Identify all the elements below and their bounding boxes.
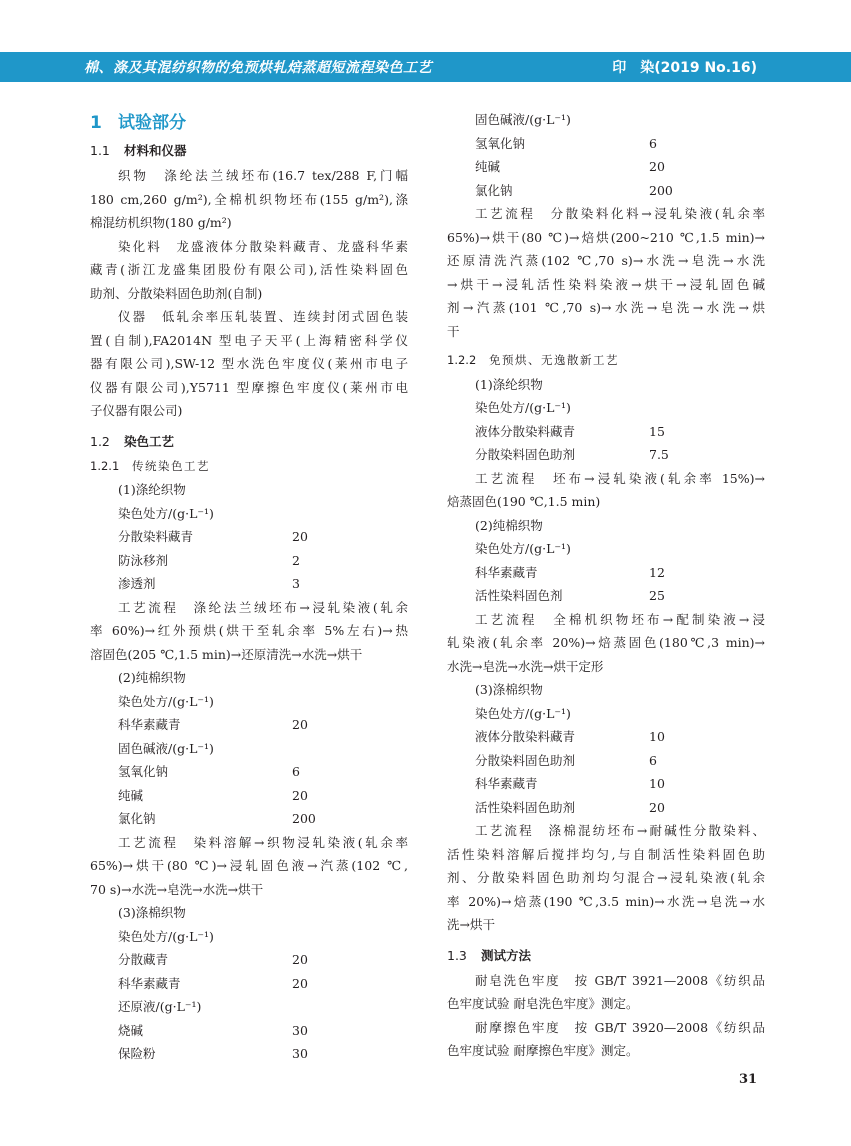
recipe-row	[90, 807, 408, 831]
text-line: 染化料 龙盛液体分散染料藏青、龙盛科华素	[118, 238, 408, 254]
recipe-label: 染色处方/(g·L⁻¹)	[475, 400, 571, 415]
recipe-row	[90, 760, 408, 784]
recipe-label: 染色处方/(g·L⁻¹)	[118, 693, 214, 709]
running-header	[0, 52, 851, 82]
recipe-item: 科华素藏青	[118, 975, 181, 991]
process-line: 剂→汽蒸(101 ℃,70 s)→水洗→皂洗→水洗→烘	[447, 300, 765, 315]
recipe-value: 20	[292, 975, 308, 991]
fabric-label: (1)涤纶织物	[475, 376, 543, 392]
page-number: 31	[739, 1072, 758, 1087]
recipe-row	[447, 772, 765, 796]
process-line: 溶固色(205 ℃,1.5 min)→还原清洗→水洗→烘干	[90, 646, 363, 662]
recipe-label: 染色处方/(g·L⁻¹)	[118, 505, 214, 521]
process-line: 率 20%)→焙蒸(190 ℃,3.5 min)→水洗→皂洗→水	[447, 893, 765, 909]
recipe-value: 6	[292, 764, 300, 779]
header-article-title: 棉、涤及其混纺织物的免预烘轧焙蒸超短流程染色工艺	[84, 60, 432, 76]
fabric-label: (2)纯棉织物	[475, 517, 543, 533]
recipe-item: 纯碱	[475, 159, 501, 174]
recipe-row	[90, 1019, 408, 1043]
process-line: 工艺流程 分散染料化料→浸轧染液(轧余率	[475, 206, 765, 221]
recipe-item: 科华素藏青	[475, 776, 538, 791]
recipe-row	[447, 725, 765, 749]
recipe-item: 氢氧化钠	[118, 764, 169, 779]
recipe-label: 染色处方/(g·L⁻¹)	[475, 541, 571, 556]
recipe-row	[90, 972, 408, 996]
recipe-item: 氢氧化钠	[475, 135, 526, 151]
process-line: 还原清洗汽蒸(102 ℃,70 s)→水洗→皂洗→水洗	[447, 253, 765, 268]
process-line: 活性染料溶解后搅拌均匀,与自制活性染料固色助	[447, 846, 765, 862]
process-line: 干	[447, 323, 460, 339]
recipe-value: 20	[649, 799, 665, 815]
fabric-label: (3)涤棉织物	[118, 905, 186, 920]
process-line: 65%)→烘干(80 ℃)→浸轧固色液→汽蒸(102 ℃,	[90, 858, 408, 873]
text-line: 织物 涤纶法兰绒坯布(16.7 tex/288 F,门幅	[118, 168, 408, 183]
recipe-item: 液体分散染料藏青	[475, 423, 576, 439]
header-journal-issue: 印 染(2019 No.16)	[612, 60, 757, 76]
section-number: 1	[90, 113, 102, 133]
recipe-value: 20	[649, 159, 665, 174]
recipe-row	[447, 443, 765, 467]
recipe-item: 分散染料固色助剂	[475, 752, 576, 768]
text-line: 藏青(浙江龙盛集团股份有限公司),活性染料固色	[90, 262, 408, 277]
process-line: 工艺流程 全棉机织物坯布→配制染液→浸	[475, 611, 765, 627]
text-line: 耐摩擦色牢度 按 GB/T 3920—2008《纺织品	[475, 1019, 765, 1035]
recipe-value: 200	[292, 811, 316, 826]
recipe-row	[90, 1042, 408, 1066]
recipe-value: 25	[649, 588, 665, 603]
text-line: 器有限公司),SW-12 型水洗色牢度仪(莱州市电子	[90, 356, 408, 371]
recipe-item: 保险粉	[118, 1046, 156, 1061]
subsubsection-number: 1.2.1	[90, 458, 120, 473]
recipe-row	[90, 525, 408, 549]
recipe-value: 30	[292, 1046, 308, 1061]
recipe-value: 6	[649, 752, 657, 768]
recipe-row	[447, 796, 765, 820]
recipe-label: 固色碱液/(g·L⁻¹)	[118, 740, 214, 756]
recipe-row	[447, 155, 765, 179]
recipe-item: 分散染料固色助剂	[475, 447, 576, 462]
subsection-heading	[90, 138, 408, 164]
text-line: 色牢度试验 耐皂洗色牢度》测定。	[447, 996, 639, 1011]
text-line: 耐皂洗色牢度 按 GB/T 3921—2008《纺织品	[475, 972, 765, 988]
text-line: 仪器有限公司),Y5711 型摩擦色牢度仪(莱州市电	[90, 379, 408, 395]
process-line: 焙蒸固色(190 ℃,1.5 min)	[447, 494, 601, 509]
recipe-row	[447, 420, 765, 444]
recipe-item: 渗透剂	[118, 576, 156, 591]
recipe-row	[90, 713, 408, 737]
process-line: 洗→烘干	[447, 917, 495, 932]
subsection-title: 测试方法	[481, 947, 532, 963]
right-column	[447, 108, 765, 1063]
left-column	[90, 108, 408, 1066]
fabric-label: (2)纯棉织物	[118, 670, 186, 685]
recipe-item: 科华素藏青	[118, 717, 181, 732]
subsubsection-heading	[90, 455, 408, 479]
process-line: 工艺流程 坯布→浸轧染液(轧余率 15%)→	[475, 470, 765, 486]
text-line: 棉混纺机织物(180 g/m²)	[90, 215, 232, 230]
recipe-value: 7.5	[649, 447, 669, 462]
section-title: 试验部分	[118, 113, 186, 133]
recipe-value: 20	[292, 529, 308, 544]
process-line: 工艺流程 染料溶解→织物浸轧染液(轧余率	[118, 834, 408, 850]
recipe-item: 分散藏青	[118, 952, 169, 967]
fabric-label: (3)涤棉织物	[475, 682, 543, 697]
recipe-row	[90, 572, 408, 596]
process-line: 剂、分散染料固色助剂均匀混合→浸轧染液(轧余	[447, 870, 765, 885]
subsection-heading	[90, 429, 408, 455]
text-line: 助剂、分散染料固色助剂(自制)	[90, 285, 263, 301]
recipe-value: 20	[292, 717, 308, 732]
recipe-row	[447, 561, 765, 585]
process-line: →烘干→浸轧活性染料染液→烘干→浸轧固色碱	[447, 276, 765, 292]
recipe-value: 12	[649, 564, 665, 580]
subsubsection-number: 1.2.2	[447, 353, 477, 367]
process-line: 率 60%)→红外预烘(烘干至轧余率 5%左右)→热	[90, 623, 408, 638]
recipe-label: 染色处方/(g·L⁻¹)	[475, 705, 571, 721]
section-heading	[90, 108, 408, 138]
subsection-number: 1.3	[447, 947, 467, 963]
process-line: 70 s)→水洗→皂洗→水洗→烘干	[90, 881, 264, 897]
recipe-item: 烧碱	[118, 1022, 144, 1038]
recipe-row	[90, 549, 408, 573]
recipe-row	[447, 584, 765, 608]
recipe-item: 防泳移剂	[118, 552, 169, 568]
recipe-value: 2	[292, 552, 300, 568]
subsubsection-heading	[447, 349, 765, 373]
process-line: 工艺流程 涤棉混纺坯布→耐碱性分散染料、	[475, 823, 765, 838]
recipe-value: 3	[292, 576, 300, 591]
subsubsection-title: 免预烘、无逸散新工艺	[489, 353, 619, 367]
recipe-item: 分散染料藏青	[118, 529, 194, 544]
subsection-title: 材料和仪器	[124, 143, 187, 158]
recipe-value: 15	[649, 423, 665, 439]
recipe-row	[447, 132, 765, 156]
materials-paragraph	[90, 164, 408, 423]
recipe-item: 活性染料固色剂	[475, 588, 563, 603]
process-line: 水洗→皂洗→水洗→烘干定形	[447, 658, 604, 674]
subsection-number: 1.2	[90, 433, 110, 449]
recipe-value: 10	[649, 776, 665, 791]
recipe-value: 200	[649, 182, 673, 198]
text-line: 色牢度试验 耐摩擦色牢度》测定。	[447, 1043, 639, 1058]
text-line: 子仪器有限公司)	[90, 403, 183, 418]
subsection-heading	[447, 943, 765, 969]
recipe-label: 固色碱液/(g·L⁻¹)	[475, 112, 571, 127]
recipe-value: 6	[649, 135, 657, 151]
subsection-number: 1.1	[90, 143, 110, 158]
process-line: 轧染液(轧余率 20%)→焙蒸固色(180℃,3 min)→	[447, 635, 765, 650]
recipe-label: 染色处方/(g·L⁻¹)	[118, 928, 214, 944]
subsubsection-title: 传统染色工艺	[132, 458, 210, 473]
text-line: 仪器 低轧余率压轧装置、连续封闭式固色装	[118, 309, 408, 324]
recipe-value: 30	[292, 1022, 308, 1038]
recipe-value: 20	[292, 787, 308, 803]
process-line: 工艺流程 涤纶法兰绒坯布→浸轧染液(轧余	[118, 599, 408, 615]
recipe-item: 氯化钠	[475, 182, 513, 198]
recipe-item: 活性染料固色助剂	[475, 799, 576, 815]
process-line: 65%)→烘干(80 ℃)→焙烘(200~210 ℃,1.5 min)→	[447, 229, 765, 245]
recipe-item: 液体分散染料藏青	[475, 729, 576, 744]
fabric-label: (1)涤纶织物	[118, 482, 186, 497]
text-line: 180 cm,260 g/m²),全棉机织物坯布(155 g/m²),涤	[90, 191, 408, 207]
recipe-label: 还原液/(g·L⁻¹)	[118, 999, 202, 1014]
subsection-title: 染色工艺	[124, 433, 175, 449]
recipe-row	[447, 749, 765, 773]
recipe-item: 纯碱	[118, 787, 144, 803]
recipe-item: 氯化钠	[118, 811, 156, 826]
recipe-row	[447, 179, 765, 203]
recipe-row	[90, 784, 408, 808]
recipe-item: 科华素藏青	[475, 564, 538, 580]
recipe-row	[90, 948, 408, 972]
recipe-value: 10	[649, 729, 665, 744]
recipe-value: 20	[292, 952, 308, 967]
text-line: 置(自制),FA2014N 型电子天平(上海精密科学仪	[90, 332, 408, 348]
